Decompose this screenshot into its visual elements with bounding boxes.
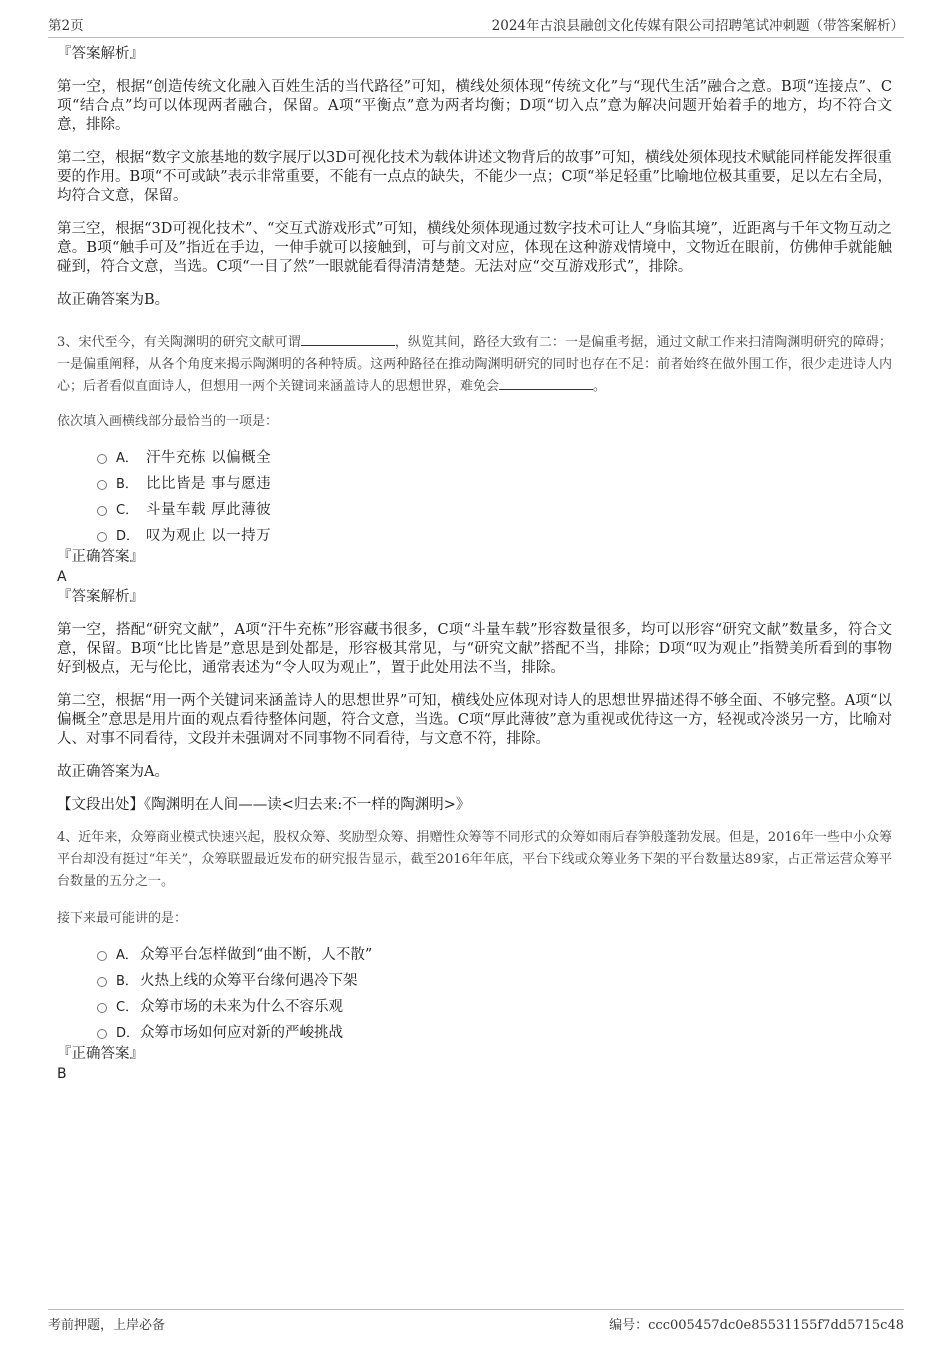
radio-icon[interactable] [97,454,107,464]
q3-answer: A [57,569,67,585]
q3-option-d[interactable]: D． 叹为观止 以一持万 [97,521,892,547]
q2-analysis-p2: 第二空，根据“数字文旅基地的数字展厅以3D可视化技术为载体讲述文物背后的故事”可知，横线处须体现技术赋能同样能发挥很重要的作用。B项“不可或缺”表示非常重要，不能有一点点的缺失，不能少一点；C项“举足轻重”比喻地位极其重要，足以左右全局，均符合文意，保留。 [57,150,892,204]
q2-conclusion: 故正确答案为B。 [57,292,170,308]
q4-option-c[interactable]: C． 众筹市场的未来为什么不容乐观 [97,992,892,1018]
page-content [57,44,892,1084]
q2-analysis-tag: 『答案解析』 [57,46,144,62]
q3-source: 【文段出处】《陶渊明在人间——读<归去来:不一样的陶渊明>》 [57,797,471,813]
q3-number: 3、 [57,335,79,350]
q3-option-a[interactable]: A． 汗牛充栋 以偏概全 [97,443,892,469]
q4-options [57,940,892,1044]
q3-blank-2 [499,376,593,390]
radio-icon[interactable] [97,506,107,516]
document-title: 2024年古浪县融创文化传媒有限公司招聘笔试冲刺题（带答案解析） [491,18,904,34]
footer-slogan: 考前押题，上岸必备 [48,1318,166,1333]
q3-analysis-p2: 第二空，根据“用一两个关键词来涵盖诗人的思想世界”可知，横线处应体现对诗人的思想世界描述得不够全面、不够完整。A项“以偏概全”意思是用片面的观点看待整体问题，符合文意，当选。C项“厚此薄彼”意为重视或优待这一方，轻视或冷淡另一方，比喻对人、对事不同看待，文段并未强调对不同事物不同看待，与文意不符，排除。 [57,693,892,747]
q4-answer-tag: 『正确答案』 [57,1046,144,1062]
q4-number: 4、 [57,830,79,845]
q3-option-c[interactable]: C． 斗量车载 厚此薄彼 [97,495,892,521]
radio-icon[interactable] [97,1029,107,1039]
q4-prompt: 接下来最可能讲的是： [57,911,188,926]
page-number: 第2页 [48,18,84,34]
q3-analysis-tag: 『答案解析』 [57,589,144,605]
q3-question: 3、宋代至今，有关陶渊明的研究文献可谓 ，纵览其间，路径大致有二：一是偏重考据，通过文献工作来扫清陶渊明研究的障碍；一是偏重阐释，从各个角度来揭示陶渊明的各种特质。这两种路径在推动陶渊明研究的同时也存在不足：前者始终在做外围工作，很少走进诗人内心；后者看似直面诗人，但想用一两个关键词来涵盖诗人的思想世界，难免会 。 [57,332,892,398]
q4-option-b[interactable]: B． 火热上线的众筹平台缘何遇冷下架 [97,966,892,992]
radio-icon[interactable] [97,480,107,490]
q3-answer-tag: 『正确答案』 [57,549,144,565]
q3-option-b[interactable]: B． 比比皆是 事与愿违 [97,469,892,495]
q3-prompt: 依次填入画横线部分最恰当的一项是： [57,414,279,429]
radio-icon[interactable] [97,1003,107,1013]
q3-options [57,443,892,547]
page-header [48,12,904,38]
q4-answer: B [57,1066,67,1082]
q3-conclusion: 故正确答案为A。 [57,764,169,780]
q3-analysis-p1: 第一空，搭配“研究文献”，A项“汗牛充栋”形容藏书很多，C项“斗量车载”形容数量很多，均可以形容“研究文献”数量多，符合文意，保留。B项“比比皆是”意思是到处都是，形容极其常见，与“研究文献”搭配不当，排除；D项“叹为观止”指赞美所看到的事物好到极点，无与伦比，通常表述为“令人叹为观止”，置于此处用法不当，排除。 [57,622,892,676]
q2-analysis-p1: 第一空，根据“创造传统文化融入百姓生活的当代路径”可知，横线处须体现“传统文化”与“现代生活”融合之意。B项“连接点”、C项“结合点”均可以体现两者融合，保留。A项“平衡点”意为两者均衡；D项“切入点”意为解决问题开始着手的地方，均不符合文意，排除。 [57,79,892,133]
q4-option-d[interactable]: D． 众筹市场如何应对新的严峻挑战 [97,1018,892,1044]
page-footer [48,1309,904,1333]
radio-icon[interactable] [97,532,107,542]
q2-analysis-p3: 第三空，根据“3D可视化技术”、“交互式游戏形式”可知，横线处须体现通过数字技术可让人“身临其境”，近距离与千年文物互动之意。B项“触手可及”指近在手边，一伸手就可以接触到，可与前文对应，体现在这种游戏情境中，文物近在眼前，仿佛伸手就能触碰到，符合文意，当选。C项“一目了然”一眼就能看得清清楚楚。无法对应“交互游戏形式”，排除。 [57,221,892,275]
q3-blank-1 [301,332,395,346]
q4-option-a[interactable]: A． 众筹平台怎样做到“曲不断，人不散” [97,940,892,966]
document-id: 编号：ccc005457dc0e85531155f7dd5715c48 [609,1318,904,1333]
radio-icon[interactable] [97,951,107,961]
radio-icon[interactable] [97,977,107,987]
q4-question: 4、近年来，众筹商业模式快速兴起，股权众筹、奖励型众筹、捐赠性众筹等不同形式的众筹如雨后春笋般蓬勃发展。但是，2016年一些中小众筹平台却没有挺过“年关”，众筹联盟最近发布的研究报告显示，截至2016年年底，平台下线或众筹业务下架的平台数量达89家，占正常运营众筹平台数量的五分之一。 [57,830,892,889]
